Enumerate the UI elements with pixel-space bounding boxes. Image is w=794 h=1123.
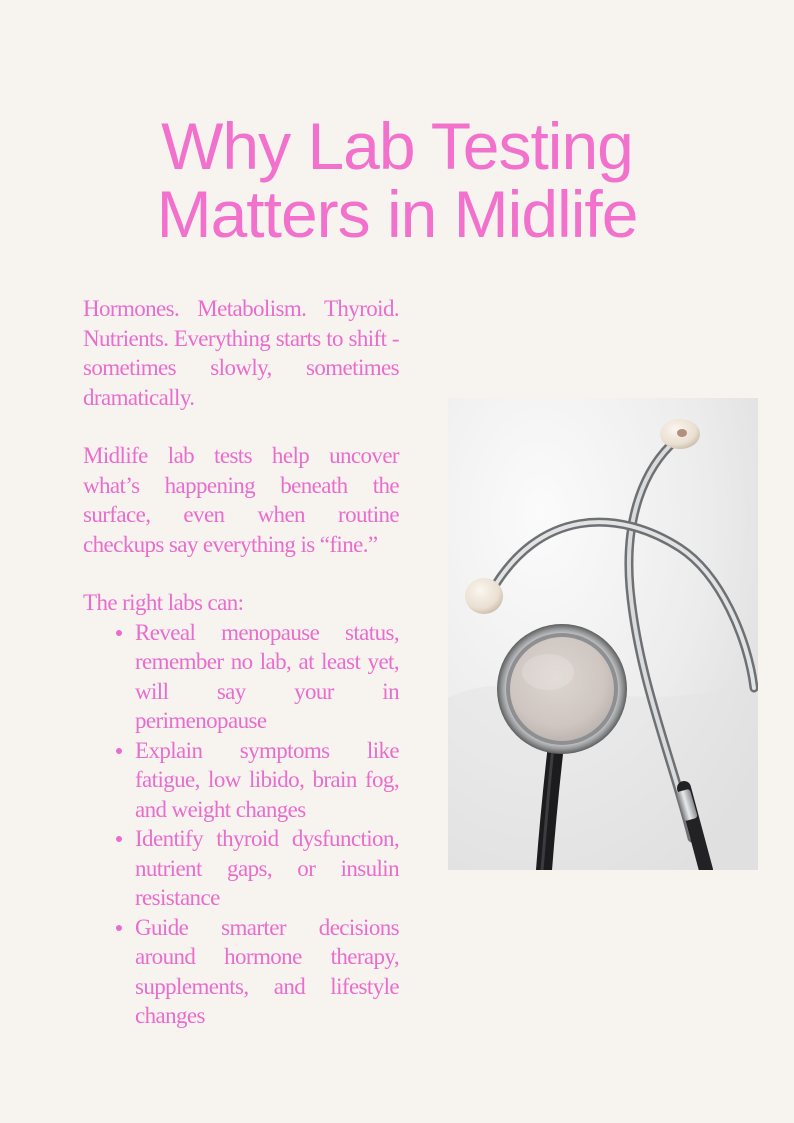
- body-text: [83, 294, 399, 1031]
- title-line-1: Why Lab Testing: [161, 109, 633, 183]
- list-item: [135, 824, 399, 913]
- list-item: [135, 736, 399, 825]
- list-item-text: Reveal menopause status, remember no lab, at least yet, will say your in perimenopause: [135, 619, 399, 733]
- list-item: [135, 618, 399, 736]
- list-item-text: Guide smarter decisions around hormone therapy, supplements, and lifestyle changes: [135, 914, 399, 1028]
- list-item-text: Identify thyroid dysfunction, nutrient gaps, or insulin resistance: [135, 826, 399, 910]
- lab-tests-paragraph: Midlife lab tests help uncover what’s happening beneath the surface, even when routine checkups say everything is “fine.”: [83, 443, 399, 557]
- bullet-icon: [116, 836, 122, 842]
- list-lead: The right labs can:: [83, 590, 244, 615]
- title-line-2: Matters in Midlife: [156, 177, 638, 251]
- bullet-icon: [116, 925, 122, 931]
- page-title: [60, 109, 734, 251]
- stethoscope-photo: [448, 398, 758, 870]
- bullet-icon: [116, 748, 122, 754]
- benefits-list: [83, 618, 399, 1031]
- list-item-text: Explain symptoms like fatigue, low libido, brain fog, and weight changes: [135, 737, 399, 822]
- list-item: [135, 913, 399, 1031]
- stethoscope-icon: [448, 398, 758, 870]
- intro-paragraph: Hormones. Metabolism. Thyroid. Nutrients. Everything starts to shift - sometimes slowly, sometimes dramatically.: [83, 296, 399, 410]
- bullet-icon: [116, 630, 122, 636]
